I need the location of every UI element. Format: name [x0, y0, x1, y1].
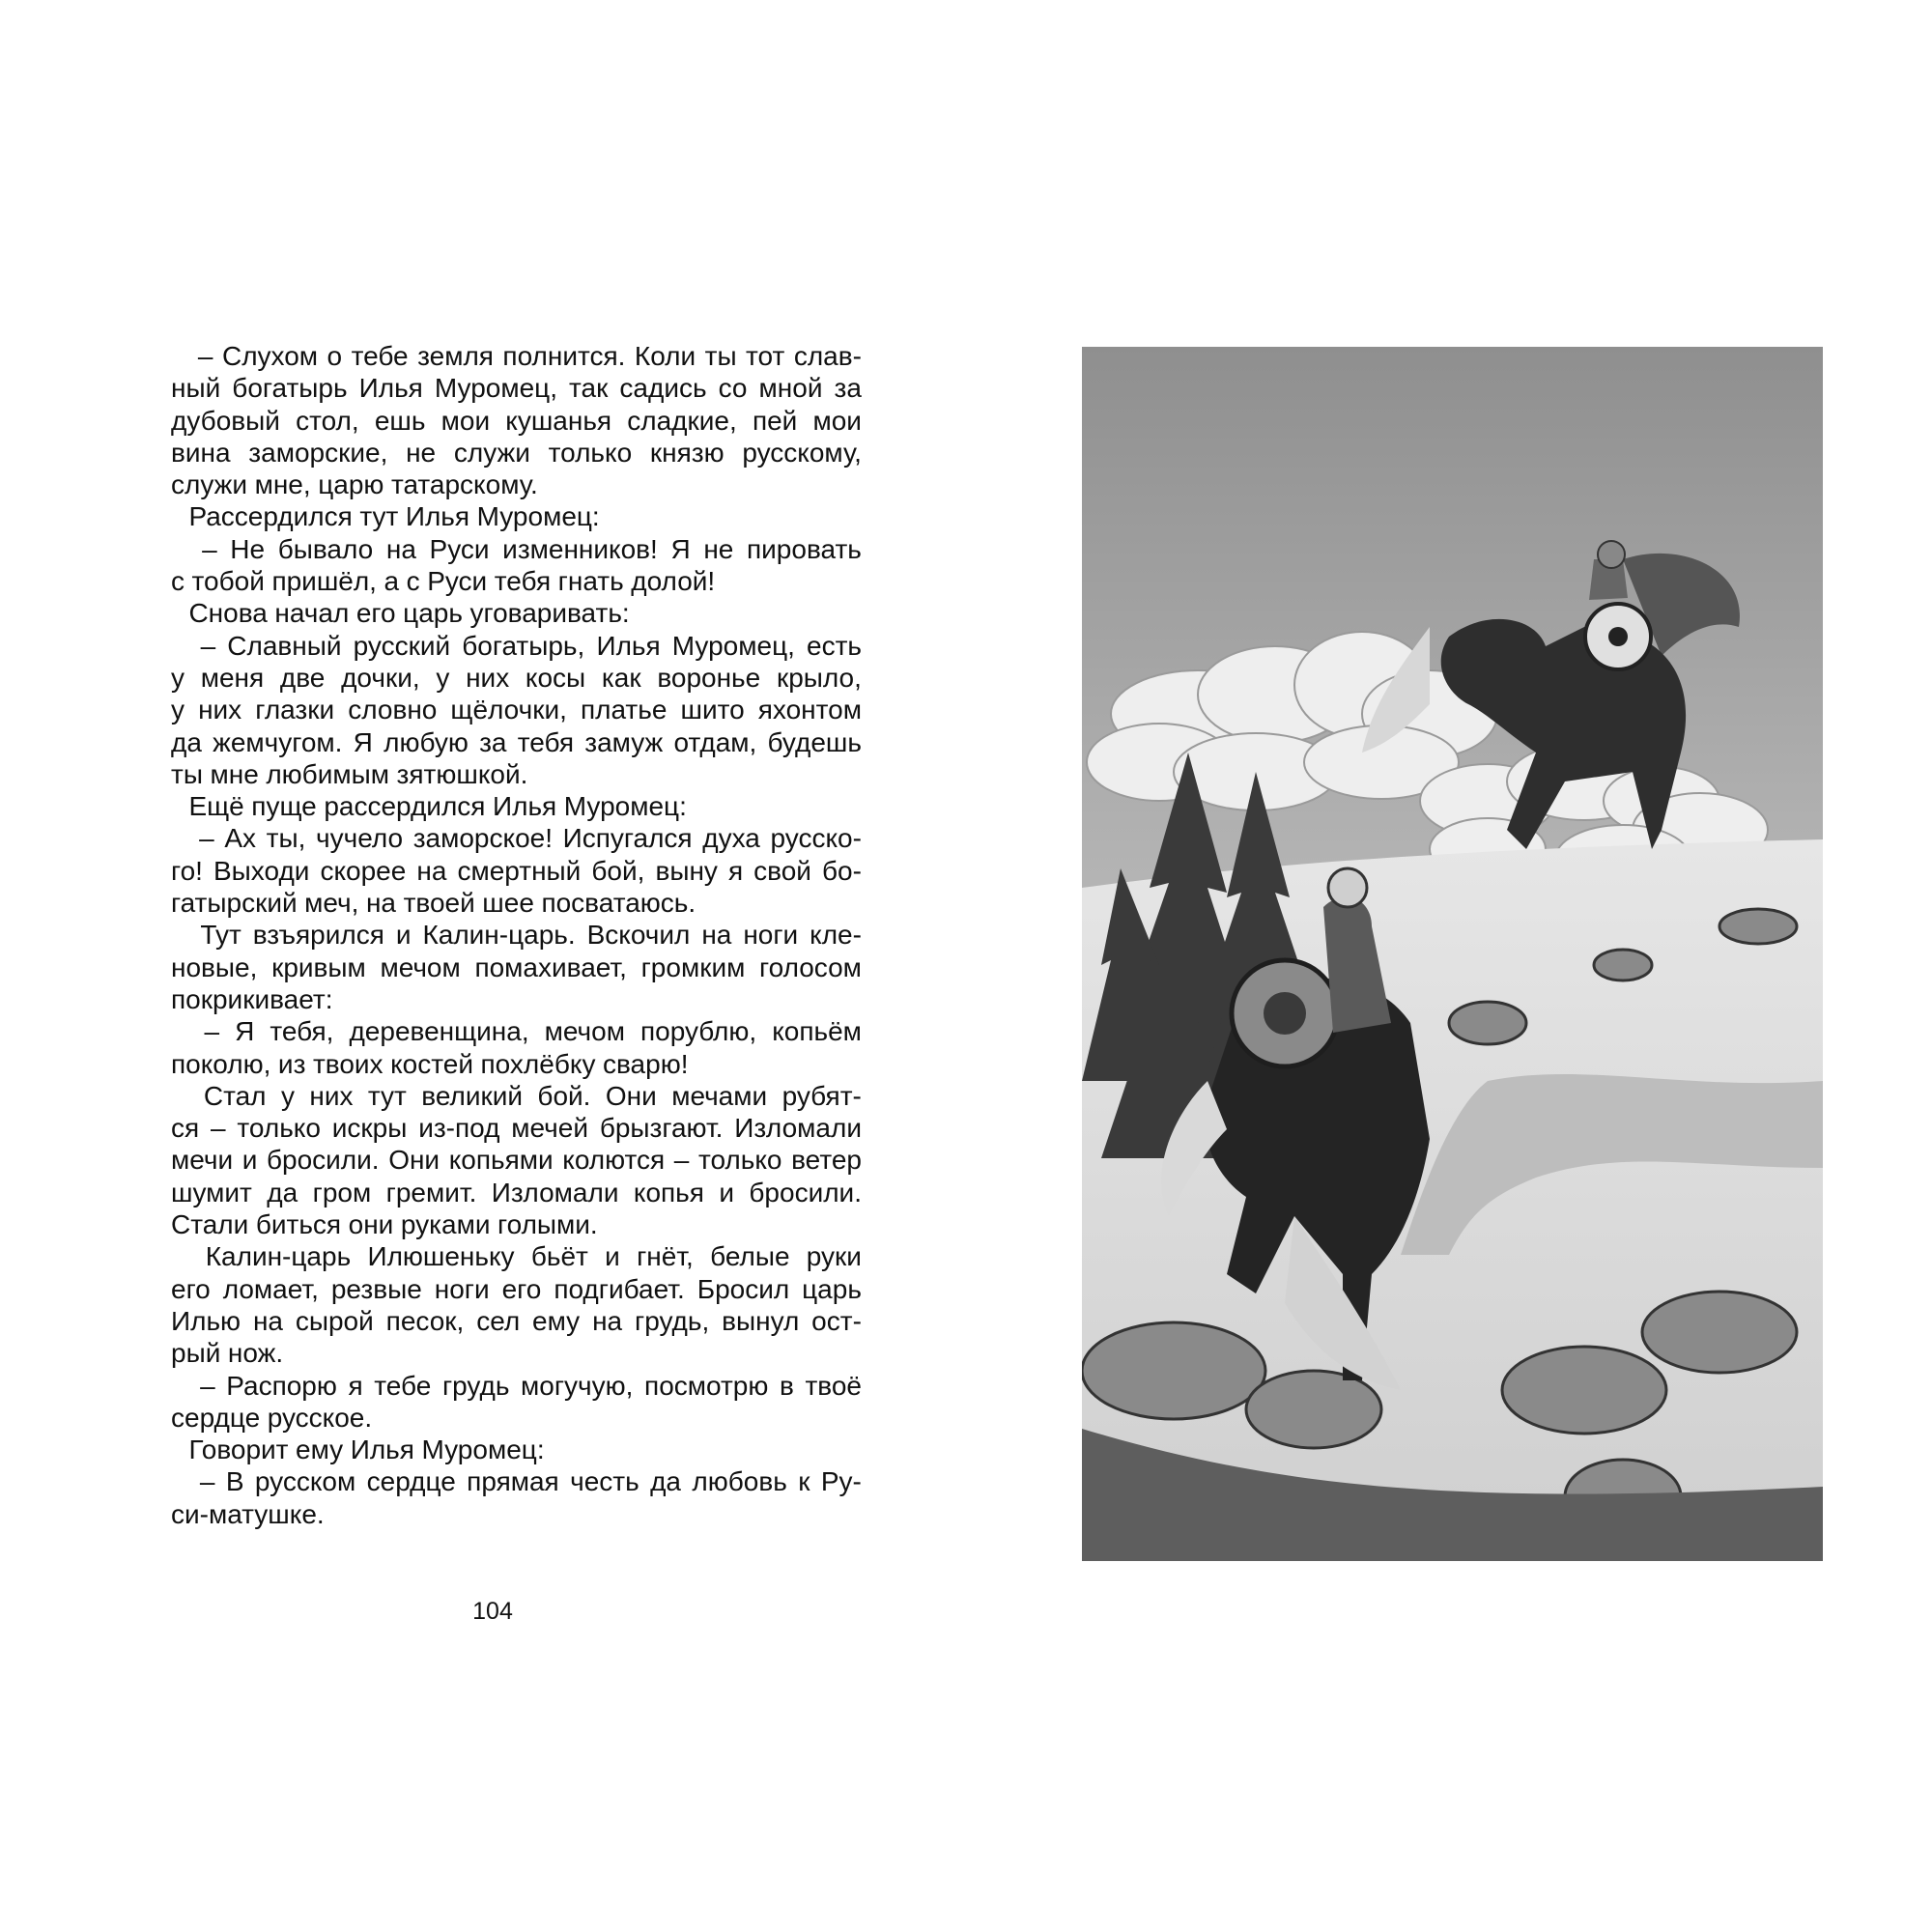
text-line: Ещё пуще рассердился Илья Муромец: [188, 791, 687, 822]
text-line: си-матушке. [171, 1498, 325, 1529]
text-line: Снова начал его царь уговаривать: [188, 598, 630, 629]
text-line: – Распорю я тебе грудь могучую, посмотрю в твоё [200, 1370, 862, 1401]
text-line: рый нож. [171, 1338, 284, 1369]
text-line: го! Выходи скорее на смертный бой, выну я свой бо- [171, 855, 862, 886]
text-line: Стали биться они руками голыми. [171, 1209, 598, 1240]
text-line: гатырский меч, на твоей шее посватаюсь. [171, 888, 696, 919]
text-line: вина заморские, не служи только князю русскому, [171, 437, 862, 468]
text-line: у них глазки словно щёлочки, платье шито яхонтом [171, 695, 862, 725]
text-line: Илью на сырой песок, сел ему на грудь, вынул ост- [171, 1305, 862, 1336]
text-line: – Славный русский богатырь, Илья Муромец, есть [200, 630, 862, 661]
text-line: покрикивает: [171, 983, 333, 1014]
text-line: поколю, из твоих костей похлёбку сварю! [171, 1048, 689, 1079]
illustration [1082, 347, 1823, 1561]
text-line: новые, кривым мечом помахивает, громким голосом [171, 952, 862, 982]
text-line: у меня две дочки, у них косы как воронье крыло, [171, 662, 862, 693]
text-line: ты мне любимым зятюшкой. [171, 758, 528, 789]
text-line: ный богатырь Илья Муромец, так садись со мной за [171, 373, 862, 404]
text-line: ся – только искры из-под мечей брызгают. Изломали [171, 1113, 862, 1144]
text-line: с тобой пришёл, а с Руси тебя гнать долой! [171, 566, 716, 597]
text-line: – Слухом о тебе земля полнится. Коли ты тот слав- [197, 341, 862, 371]
page-number: 104 [472, 1598, 513, 1625]
text-line: Тут взъярился и Калин-царь. Вскочил на ноги кле- [200, 920, 862, 951]
body-text [171, 340, 862, 1530]
text-line: сердце русское. [171, 1402, 373, 1433]
text-line: – Ах ты, чучело заморское! Испугался духа русско- [199, 823, 862, 854]
text-line: мечи и бросили. Они копьями колются – только ветер [171, 1145, 862, 1176]
text-line: да жемчугом. Я любую за тебя замуж отдам, будешь [171, 726, 862, 757]
text-line: дубовый стол, ешь мои кушанья сладкие, пей мои [171, 405, 862, 436]
text-line: Калин-царь Илюшеньку бьёт и гнёт, белые руки [205, 1241, 862, 1272]
text-line: Стал у них тут великий бой. Они мечами рубят- [203, 1080, 862, 1111]
text-line: Рассердился тут Илья Муромец: [188, 501, 600, 532]
text-line: его ломает, резвые ноги его подгибает. Бросил царь [171, 1273, 862, 1304]
text-line: Говорит ему Илья Муромец: [188, 1435, 545, 1465]
illustration-picture [1082, 347, 1823, 1561]
text-line: – Не бывало на Руси изменников! Я не пировать [202, 533, 862, 564]
text-line: служи мне, царю татарскому. [171, 469, 538, 500]
text-line: – В русском сердце прямая честь да любовь к Ру- [199, 1466, 862, 1497]
text-line: – Я тебя, деревенщина, мечом порублю, копьём [204, 1016, 862, 1047]
text-line: шумит да гром гремит. Изломали копья и бросили. [171, 1177, 862, 1208]
